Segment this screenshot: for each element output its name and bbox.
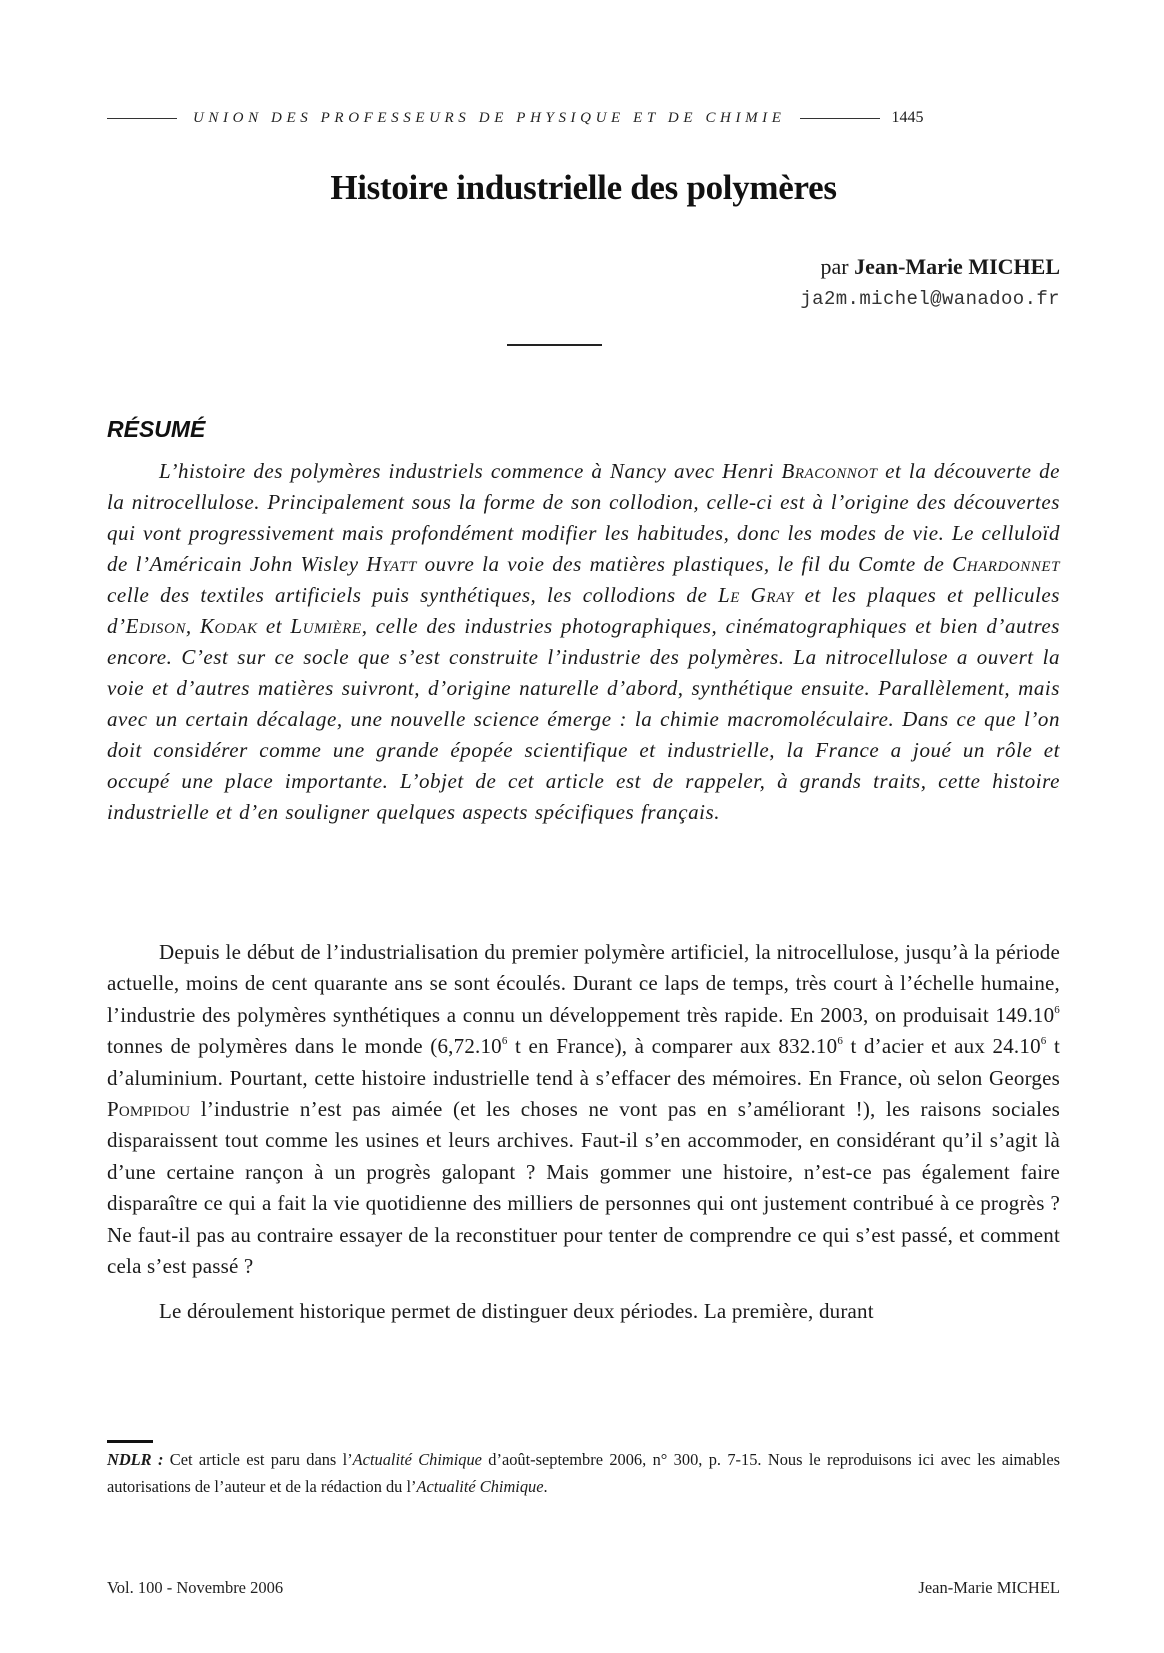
abstract-text: L’histoire des polymères industriels commence à Nancy avec Henri xyxy=(159,459,782,483)
page-number: 1445 xyxy=(891,109,924,126)
person-name: Lumière xyxy=(290,614,362,638)
body-paragraph xyxy=(107,937,1060,1282)
person-name: Hyatt xyxy=(366,552,417,576)
abstract xyxy=(107,456,1060,828)
journal-title: Actualité Chimique xyxy=(416,1477,544,1496)
page-footer xyxy=(107,1578,1060,1598)
person-name: Pompidou xyxy=(107,1097,191,1122)
body-paragraph: Le déroulement historique permet de distinguer deux périodes. La première, durant xyxy=(159,1299,874,1324)
abstract-text: ouvre la voie des matières plastiques, le fil du Comte de xyxy=(416,552,953,576)
footer-author: Jean-Marie MICHEL xyxy=(918,1578,1060,1597)
footer-volume: Vol. 100 - Novembre 2006 xyxy=(107,1578,284,1597)
person-name: Chardonnet xyxy=(952,552,1060,576)
exponent: 6 xyxy=(1040,1035,1047,1048)
journal-name: UNION DES PROFESSEURS DE PHYSIQUE ET DE CHIMIE xyxy=(193,109,786,126)
header-rule-right xyxy=(800,118,880,119)
abstract-paragraph xyxy=(107,456,1060,828)
byline-prefix: par xyxy=(820,254,849,279)
footnote-text: d’août-septembre 2006, n° 300, p. 7-15. Nous le reproduisons ici avec les aimables autorisations de l’auteur et de la rédaction du l’ xyxy=(107,1450,1060,1496)
company-name: Kodak xyxy=(199,614,258,638)
author-name: Jean-Marie MICHEL xyxy=(854,254,1060,279)
title-separator xyxy=(507,344,602,346)
exponent: 6 xyxy=(1054,1003,1060,1016)
document-page xyxy=(107,0,1060,1653)
abstract-heading: RÉSUMÉ xyxy=(107,416,206,442)
body-text: Depuis le début de l’industrialisation du premier polymère artificiel, la nitrocellulose, jusqu’à la période actuelle, moins de cent quarante ans se sont écoulés. Durant ce laps de temps, très court à l’échelle humaine, l’industrie des polymères synthétiques a connu un développement très rapide. En 2003, on produisait 149.10 xyxy=(107,940,1060,1027)
body-text: t en France), à comparer aux 832.10 xyxy=(507,1034,838,1059)
footnote-rule xyxy=(107,1440,153,1443)
footnote xyxy=(107,1446,1060,1500)
abstract-text: et les plaques et pellicules d’ xyxy=(107,583,1061,638)
running-header xyxy=(107,105,1060,131)
body-text: t d’aluminium. Pourtant, cette histoire industrielle tend à s’effacer des mémoires. En France, où selon Georges xyxy=(107,1034,1060,1090)
abstract-text: et xyxy=(257,614,291,638)
body-text: tonnes de polymères dans le monde (6,72.10 xyxy=(107,1034,502,1059)
header-rule-left xyxy=(107,118,177,119)
person-name: Le Gray xyxy=(718,583,794,607)
body-text: l’industrie n’est pas aimée (et les choses ne vont pas en s’améliorant !), les raisons sociales disparaissent tout comme les usines et leurs archives. Faut-il s’en accommoder, en considérant qu’il s’agit là d’une certaine rançon à un progrès galopant ? Mais gommer une histoire, n’est-ce pas également faire disparaître ce qui a fait la vie quotidienne des milliers de personnes qui ont justement contribué à ce progrès ? Ne faut-il pas au contraire essayer de la reconstituer pour tenter de comprendre ce qui s’est passé, et comment cela s’est passé ? xyxy=(107,1097,1060,1279)
author-email[interactable]: ja2m.michel@wanadoo.fr xyxy=(800,288,1060,310)
exponent: 6 xyxy=(501,1035,508,1048)
exponent: 6 xyxy=(837,1035,844,1048)
abstract-text: , xyxy=(185,614,200,638)
footnote-text: . xyxy=(543,1477,548,1496)
article-title: Histoire industrielle des polymères xyxy=(330,168,837,207)
abstract-text: celle des textiles artificiels puis synthétiques, les collodions de xyxy=(107,583,719,607)
article-body xyxy=(107,937,1060,1328)
person-name: Edison xyxy=(125,614,186,638)
footnote-text: Cet article est paru dans l’ xyxy=(163,1450,353,1469)
body-text: t d’acier et aux 24.10 xyxy=(843,1034,1041,1059)
abstract-text: , celle des industries photographiques, cinématographiques et bien d’autres encore. C’est sur ce socle que s’est construite l’industrie des polymères. La nitrocellulose a ouvert la voie et d’autres matières suivront, d’origine naturelle d’abord, synthétique ensuite. Parallèlement, mais avec un certain décalage, une nouvelle science émerge : la chimie macromoléculaire. Dans ce que l’on doit considérer comme une grande épopée scientifique et industrielle, la France a joué un rôle et occupé une place importante. L’objet de cet article est de rappeler, à grands traits, cette histoire industrielle et d’en souligner quelques aspects spécifiques français. xyxy=(107,614,1060,824)
byline xyxy=(821,254,1061,280)
footnote-label: NDLR : xyxy=(107,1450,164,1469)
journal-title: Actualité Chimique xyxy=(352,1450,482,1469)
person-name: Braconnot xyxy=(781,459,878,483)
abstract-text: et la découverte de la nitrocellulose. Principalement sous la forme de son collodion, celle-ci est à l’origine des découvertes qui vont progressivement mais profondément modifier les habitudes, donc les modes de vie. Le celluloïd de l’Américain John Wisley xyxy=(107,459,1060,576)
